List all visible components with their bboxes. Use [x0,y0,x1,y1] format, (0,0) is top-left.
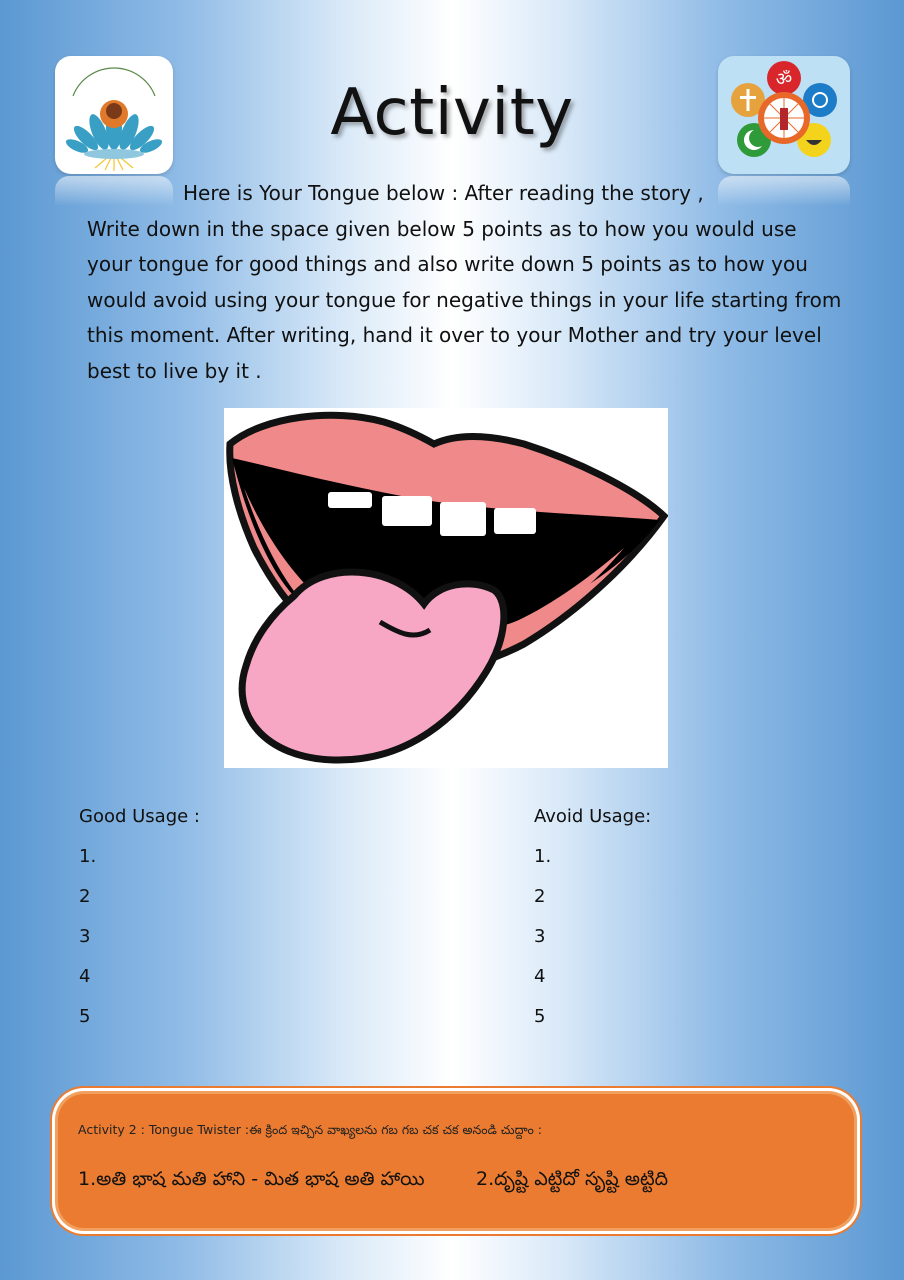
activity2-label: Activity 2 : Tongue Twister :ఈ క్రింద ఇచ్చిన వాఖ్యలను గబ గబ చక చక అనండి చుద్దాం : [78,1122,543,1137]
tongue-illustration [224,408,668,768]
instructions-body: Write down in the space given below 5 points as to how you would use your tongue for good things and also write down 5 points as to how you would avoid using your tongue for negative things in your life starting from this moment. After writing, hand it over to your Mother and try your level best to live by it . [87,216,842,383]
activity2-panel [58,1094,854,1228]
avoid-usage-item: 4 [534,966,546,987]
page-title: Activity [330,76,574,150]
instructions-paragraph [87,176,847,389]
instructions-line1: Here is Your Tongue below : After reading the story , [183,181,704,205]
good-usage-item: 4 [79,966,91,987]
good-usage-item: 1. [79,846,97,867]
good-usage-heading: Good Usage : [79,806,200,827]
tongue-twister-1: 1.అతి భాష మతి హాని - మిత భాష అతి హాయి [78,1168,425,1190]
avoid-usage-item: 1. [534,846,552,867]
avoid-usage-item: 3 [534,926,546,947]
good-usage-item: 3 [79,926,91,947]
avoid-usage-item: 2 [534,886,546,907]
avoid-usage-item: 5 [534,1006,546,1027]
avoid-usage-heading: Avoid Usage: [534,806,652,827]
good-usage-item: 2 [79,886,91,907]
svg-text:ॐ: ॐ [775,69,793,90]
tongue-twister-2: 2.దృష్టి ఎట్టిదో సృష్టి అట్టిది [476,1168,669,1190]
good-usage-item: 5 [79,1006,91,1027]
avoid-usage-list [534,806,651,1046]
mouth-tongue-icon [224,408,668,768]
good-usage-list [79,806,200,1046]
